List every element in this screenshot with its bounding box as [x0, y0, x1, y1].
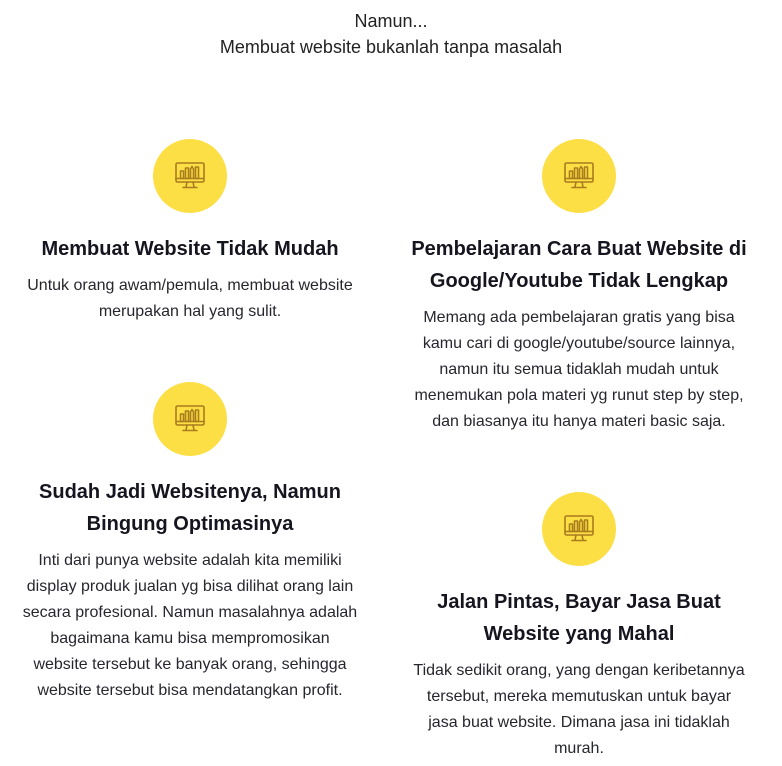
card-text-line: jasa buat website. Dimana jasa ini tidaklah: [428, 714, 730, 731]
card-title: [399, 233, 759, 297]
problem-card-2: [399, 139, 759, 435]
problem-card-3: [10, 382, 370, 704]
icon-badge: [153, 139, 227, 213]
card-text-line: merupakan hal yang sulit.: [98, 303, 282, 320]
intro-heading: [0, 8, 782, 60]
card-text-line: kamu cari di google/youtube/source lainnya,: [422, 335, 736, 352]
card-description: [399, 658, 759, 762]
card-text-line: Inti dari punya website adalah kita memiliki: [38, 552, 342, 569]
icon-badge: [542, 139, 616, 213]
card-title-line: Google/Youtube Tidak Lengkap: [429, 270, 729, 292]
monitor-chart-icon: [562, 512, 596, 546]
card-title: [399, 586, 759, 650]
monitor-chart-icon: [173, 402, 207, 436]
card-title-line: Website yang Mahal: [483, 623, 675, 645]
card-text-line: namun itu semua tidaklah mudah untuk: [439, 361, 719, 378]
card-text-line: secara profesional. Namun masalahnya adalah: [22, 604, 358, 621]
card-title-line: Jalan Pintas, Bayar Jasa Buat: [437, 591, 721, 613]
card-text-line: Tidak sedikit orang, yang dengan keribetannya: [413, 662, 745, 679]
card-description: [399, 305, 759, 435]
card-text-line: tersebut, mereka memutuskan untuk bayar: [426, 688, 732, 705]
icon-badge: [153, 382, 227, 456]
card-title: [10, 476, 370, 540]
card-title-line: Bingung Optimasinya: [86, 513, 294, 535]
intro-line-2: Membuat website bukanlah tanpa masalah: [219, 37, 563, 57]
card-title-line: Membuat Website Tidak Mudah: [41, 238, 339, 260]
icon-badge: [542, 492, 616, 566]
intro-line-1: Namun...: [354, 11, 428, 31]
card-text-line: menemukan pola materi yg runut step by step,: [414, 387, 744, 404]
card-text-line: display produk jualan yg bisa dilihat orang lain: [26, 578, 354, 595]
card-title: [10, 233, 370, 265]
problem-card-1: [10, 139, 370, 325]
monitor-chart-icon: [562, 159, 596, 193]
card-description: [10, 548, 370, 704]
card-text-line: dan biasanya itu hanya materi basic saja.: [432, 413, 726, 430]
card-text-line: murah.: [554, 740, 604, 757]
problem-card-4: [399, 492, 759, 762]
card-text-line: website tersebut ke banyak orang, sehingga: [33, 656, 347, 673]
card-title-line: Sudah Jadi Websitenya, Namun: [39, 481, 341, 503]
card-title-line: Pembelajaran Cara Buat Website di: [411, 238, 747, 260]
card-text-line: website tersebut bisa mendatangkan profit.: [37, 682, 343, 699]
card-text-line: Memang ada pembelajaran gratis yang bisa: [423, 309, 735, 326]
monitor-chart-icon: [173, 159, 207, 193]
card-text-line: Untuk orang awam/pemula, membuat website: [27, 277, 353, 294]
card-text-line: bagaimana kamu bisa mempromosikan: [50, 630, 330, 647]
card-description: [10, 273, 370, 325]
